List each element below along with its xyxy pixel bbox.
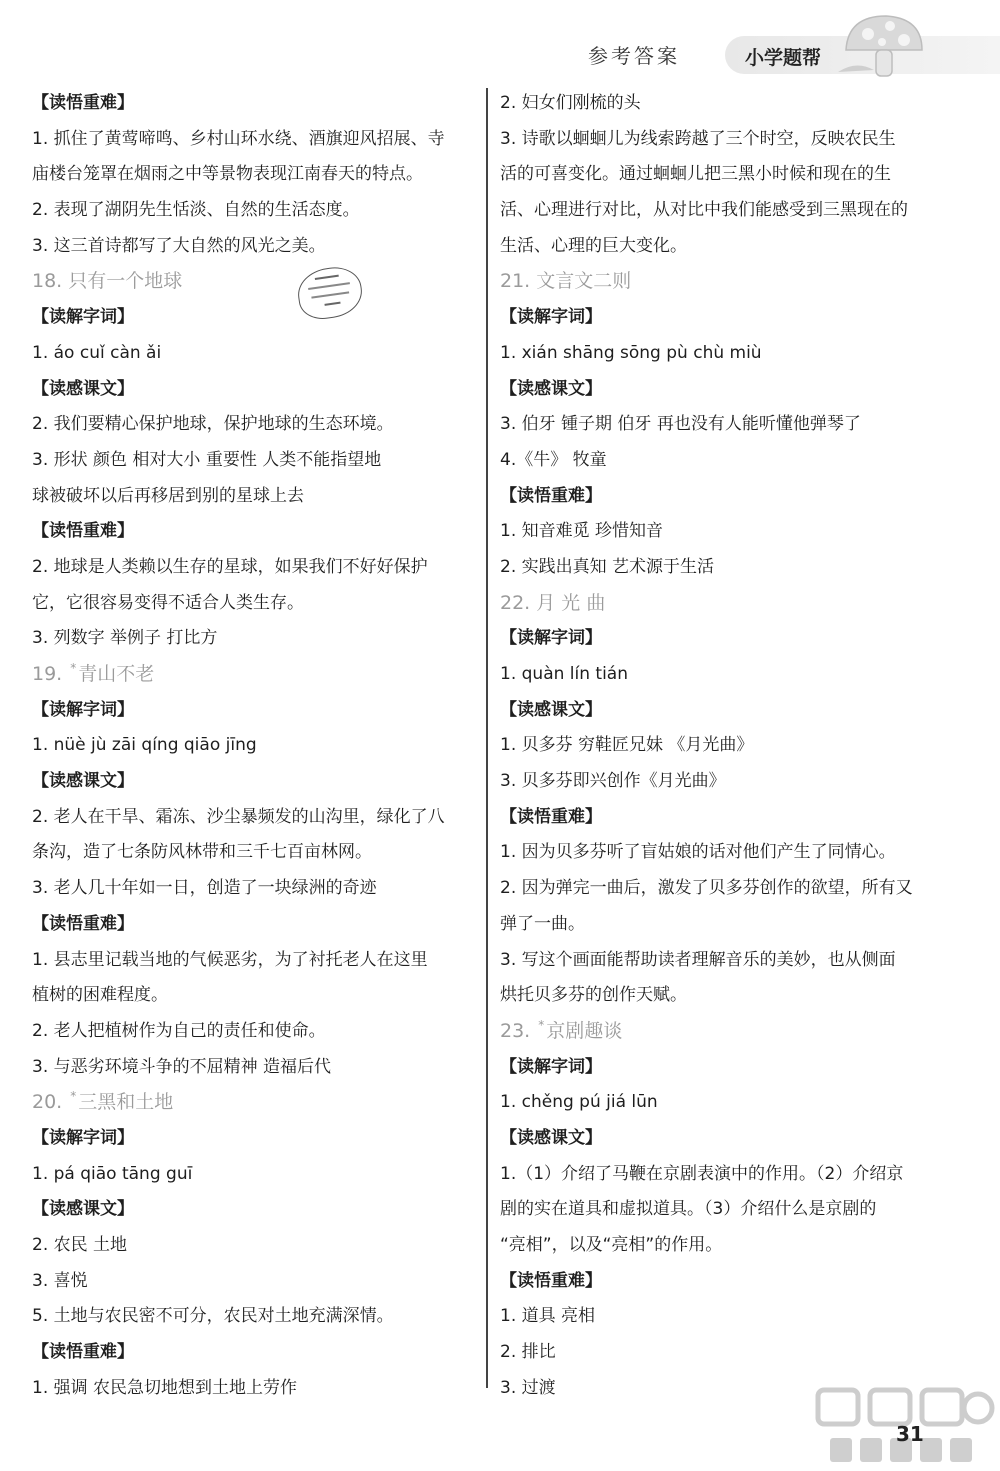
answer-line: 生活、心理的巨大变化。 xyxy=(500,235,687,256)
lesson-number: 20. xyxy=(32,1091,63,1114)
answer-line: 3. 过渡 xyxy=(500,1377,556,1398)
lesson-title xyxy=(500,264,950,300)
section-heading: 【读解字词】 xyxy=(32,699,134,720)
answer-line: 植树的困难程度。 xyxy=(32,985,168,1006)
section-heading: 【读悟重难】 xyxy=(500,806,602,827)
right-column xyxy=(500,86,950,1406)
answer-line: 1. 贝多芬 穷鞋匠兄妹 《月光曲》 xyxy=(500,735,754,756)
lesson-title-text: 青山不老 xyxy=(78,663,155,685)
answer-line: 活的可喜变化。通过蛔蛔儿把三黑小时候和现在的生 xyxy=(500,164,891,185)
page-header xyxy=(0,0,1000,82)
answer-key-label: 参考答案 xyxy=(588,44,680,68)
answer-line: 1. 因为贝多芬听了盲姑娘的话对他们产生了同情心。 xyxy=(500,842,896,863)
mushroom-icon xyxy=(838,10,928,80)
lesson-title xyxy=(32,1085,472,1121)
answer-line: 2. 我们要精心保护地球，保护地球的生态环境。 xyxy=(32,414,394,435)
answer-line: 1. pá qiāo tāng guī xyxy=(32,1163,193,1184)
section-heading: 【读解字词】 xyxy=(500,307,602,328)
answer-line: 1. 知音难觅 珍惜知音 xyxy=(500,521,664,542)
answer-line: 活、心理进行对比，从对比中我们能感受到三黑现在的 xyxy=(500,200,908,221)
left-column xyxy=(32,86,472,1406)
answer-line: 1. 道具 亮相 xyxy=(500,1306,596,1327)
lesson-number: 18. xyxy=(32,270,63,293)
lesson-number: 23. xyxy=(500,1019,531,1042)
answer-line: 3. 老人几十年如一日，创造了一块绿洲的奇迹 xyxy=(32,878,377,899)
answer-line: 2. 农民 土地 xyxy=(32,1235,128,1255)
answer-line: 3. 贝多芬即兴创作《月光曲》 xyxy=(500,771,726,792)
answer-line: 1. quàn lín tián xyxy=(500,664,628,684)
optional-lesson-mark: * xyxy=(538,1017,545,1032)
lesson-title xyxy=(32,264,472,300)
lesson-title xyxy=(500,586,950,622)
answer-line: 2. 排比 xyxy=(500,1342,556,1363)
answer-line: 弹了一曲。 xyxy=(500,913,585,934)
answer-line: 条沟，造了七条防风林带和三千七百亩林网。 xyxy=(32,842,372,863)
answer-line: 3. 喜悦 xyxy=(32,1270,88,1291)
answer-line: 3. 列数字 举例子 打比方 xyxy=(32,628,218,649)
lesson-number: 21. xyxy=(500,270,531,293)
answer-line: 1. xián shāng sōng pù chù miù xyxy=(500,342,762,363)
answer-line: 2. 地球是人类赖以生存的星球，如果我们不好好保护 xyxy=(32,556,428,577)
answer-line: 1. áo cuǐ càn ǎi xyxy=(32,342,162,363)
lesson-title xyxy=(500,1014,950,1050)
answer-line: 3. 这三首诗都写了大自然的风光之美。 xyxy=(32,235,326,256)
section-heading: 【读感课文】 xyxy=(500,699,602,720)
section-heading: 【读感课文】 xyxy=(32,1199,134,1220)
lesson-title-text: 三黑和土地 xyxy=(78,1091,174,1114)
section-heading: 【读悟重难】 xyxy=(32,93,134,113)
lesson-number: 19. xyxy=(32,663,63,685)
section-heading: 【读悟重难】 xyxy=(500,1270,602,1291)
answer-line: 1. nüè jù zāi qíng qiāo jīng xyxy=(32,735,257,756)
section-heading: 【读悟重难】 xyxy=(32,521,134,542)
answer-line: 2. 老人在干旱、霜冻、沙尘暴频发的山沟里，绿化了八 xyxy=(32,806,445,827)
lesson-title-text: 只有一个地球 xyxy=(68,270,183,293)
section-heading: 【读悟重难】 xyxy=(32,913,134,934)
answer-line: 2. 老人把植树作为自己的责任和使命。 xyxy=(32,1020,326,1041)
answer-line: 4.《牛》 牧童 xyxy=(500,449,607,470)
lesson-title xyxy=(32,657,472,693)
answer-line: 3. 诗歌以蛔蛔儿为线索跨越了三个时空，反映农民生 xyxy=(500,128,896,149)
answer-line: 1. chěng pú jiá lūn xyxy=(500,1092,658,1113)
answer-line: 1. 县志里记载当地的气候恶劣，为了衬托老人在这里 xyxy=(32,949,428,970)
optional-lesson-mark: * xyxy=(70,1089,77,1104)
answer-line: 庙楼台笼罩在烟雨之中等景物表现江南春天的特点。 xyxy=(32,164,423,185)
answer-line: 5. 土地与农民密不可分，农民对土地充满深情。 xyxy=(32,1306,394,1327)
answer-line: 2. 因为弹完一曲后，激发了贝多芬创作的欲望，所有又 xyxy=(500,878,913,899)
answer-line: 2. 实践出真知 艺术源于生活 xyxy=(500,556,715,577)
lesson-title-text: 京剧趣谈 xyxy=(546,1019,623,1042)
answer-line: 它，它很容易变得不适合人类生存。 xyxy=(32,592,304,613)
section-heading: 【读悟重难】 xyxy=(32,1342,134,1363)
answer-line: 3. 形状 颜色 相对大小 重要性 人类不能指望地 xyxy=(32,449,382,470)
section-heading: 【读解字词】 xyxy=(500,1056,602,1077)
answer-line: 烘托贝多芬的创作天赋。 xyxy=(500,985,687,1006)
brand-label: 小学题帮 xyxy=(745,47,822,69)
section-heading: 【读感课文】 xyxy=(32,771,134,792)
lesson-number: 22. xyxy=(500,591,531,614)
answer-line: 1. 强调 农民急切地想到土地上劳作 xyxy=(32,1377,298,1398)
answer-line: 3. 与恶劣环境斗争的不屈精神 造福后代 xyxy=(32,1056,332,1077)
section-heading: 【读感课文】 xyxy=(500,1127,602,1148)
section-heading: 【读解字词】 xyxy=(32,307,134,328)
lesson-title-text: 文言文二则 xyxy=(536,270,632,293)
section-heading: 【读解字词】 xyxy=(500,628,602,649)
section-heading: 【读悟重难】 xyxy=(500,485,602,506)
answer-line: 2. 表现了湖阴先生恬淡、自然的生活态度。 xyxy=(32,200,360,221)
answer-line: 3. 写这个画面能帮助读者理解音乐的美妙，也从侧面 xyxy=(500,949,896,970)
optional-lesson-mark: * xyxy=(70,661,77,675)
page-number: 31 xyxy=(896,1422,924,1446)
lesson-title-text: 月 光 曲 xyxy=(536,591,606,614)
section-heading: 【读解字词】 xyxy=(32,1127,134,1148)
answer-line: 剧的实在道具和虚拟道具。（3）介绍什么是京剧的 xyxy=(500,1199,877,1220)
answer-line: 球被破坏以后再移居到别的星球上去 xyxy=(32,485,304,506)
section-heading: 【读感课文】 xyxy=(32,378,134,399)
answer-line: “亮相”，以及“亮相”的作用。 xyxy=(500,1235,723,1255)
section-heading: 【读感课文】 xyxy=(500,378,602,399)
column-divider xyxy=(486,88,488,1388)
answer-line: 3. 伯牙 锺子期 伯牙 再也没有人能听懂他弹琴了 xyxy=(500,414,861,435)
answer-line: 1.（1）介绍了马鞭在京剧表演中的作用。（2）介绍京 xyxy=(500,1163,904,1184)
answer-line: 1. 抓住了黄莺啼鸣、乡村山环水绕、酒旗迎风招展、寺 xyxy=(32,128,445,149)
answer-line: 2. 妇女们刚梳的头 xyxy=(500,93,641,113)
